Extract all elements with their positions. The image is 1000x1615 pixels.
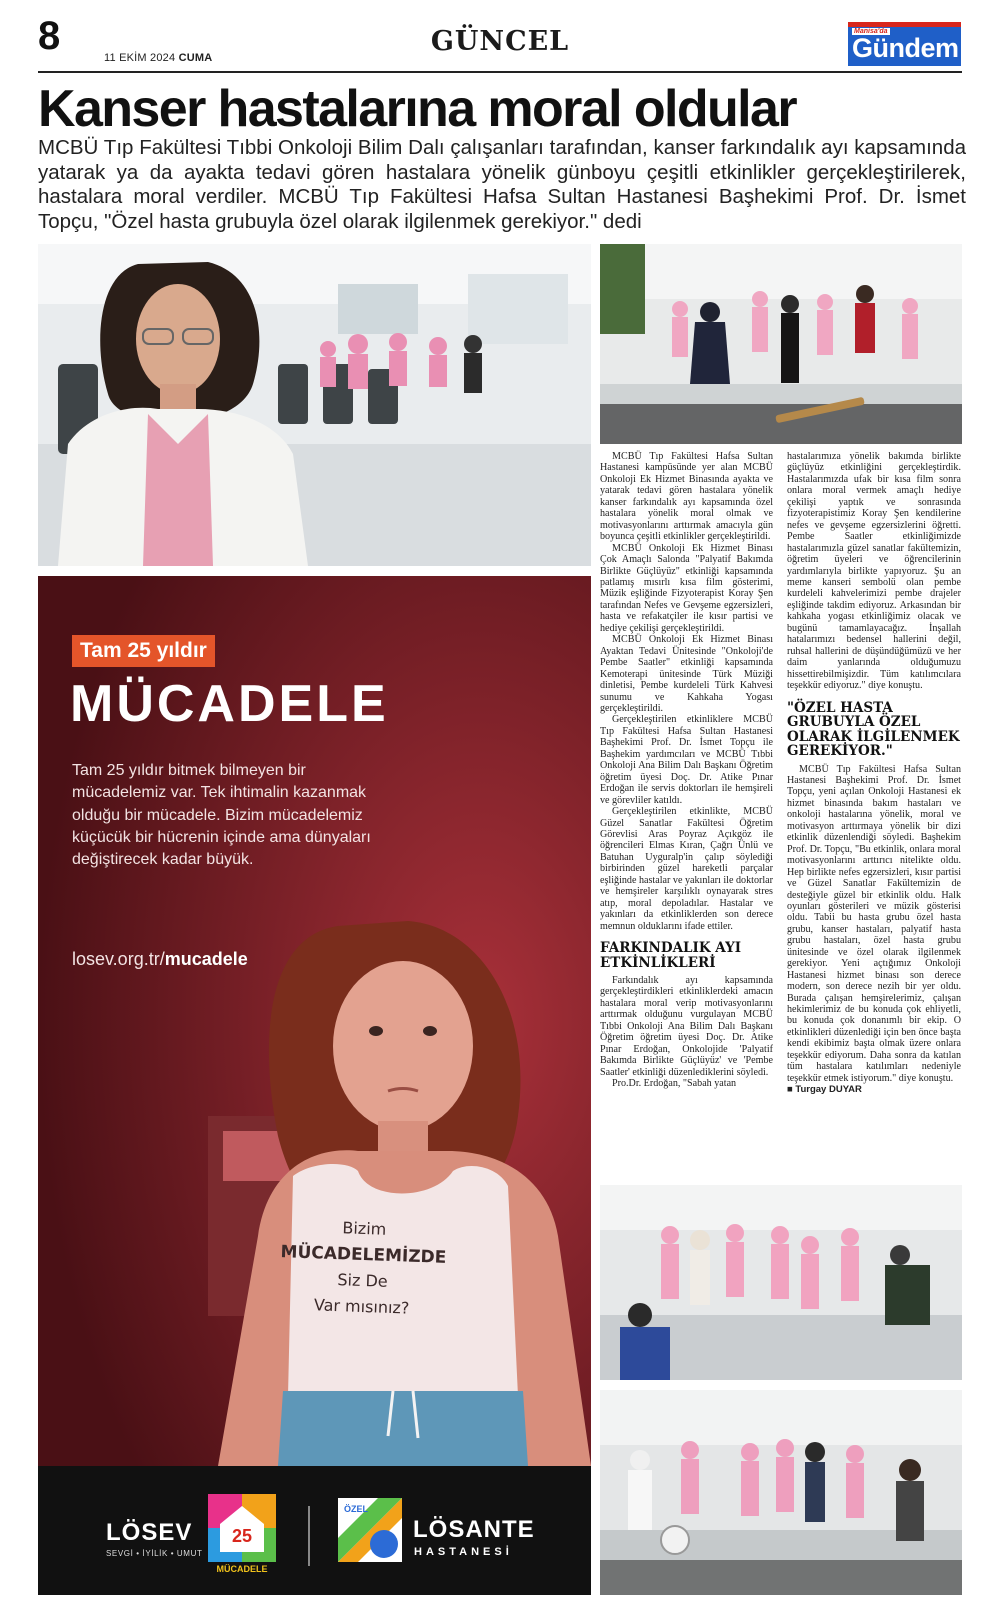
byline: ■ Turgay DUYAR — [787, 1084, 862, 1096]
shirt-line: Bizim — [342, 1218, 387, 1239]
ad-body-text: Tam 25 yıldır bitmek bilmeyen bir mücadelemiz var. Tek ihtimalin kazanmak olduğu bir mücadele. Bizim mücadelemiz küçücük bir hücrenin içinde ama dünyaları değiştirecek kadar büyük. — [72, 762, 371, 869]
headline: Kanser hastalarına moral oldular — [38, 80, 796, 138]
losev-advertisement — [38, 576, 591, 1595]
article-column-2 — [787, 451, 961, 1096]
event-photo-dancing — [600, 244, 962, 444]
logo-big-text: Gündem — [852, 33, 959, 63]
paragraph: Gerçekleştirilen etkinliklere MCBÜ Tıp Fakültesi Hafsa Sultan Hastanesi Başhekimi Prof. Dr. İsmet Topçu ile Başhekim yardımcıları ve MCBÜ Tıbbi Onkoloji Ana Bilim Dalı Başkanı Öğretim öğretim üyesi Doç. Dr. Atike Pınar Erdoğan ile servis doktorları ile hemşireli ve görevliler katıldı. — [600, 714, 773, 806]
event-photo-music — [600, 1390, 962, 1595]
paragraph: Farkındalık ayı kapsamında gerçekleştirdikleri etkinliklerdeki amacın hastalara moral verip motivasyonlarını arttırmak olduğunu vurgulayan MCBÜ Tıbbi Onkoloji Ana Bilim Dalı Başkanı Öğretim öğretim üyesi Doç. Dr. Atike Pınar Erdoğan, Onkolojide 'Palyatif Bakımda Birlikte Güçlüyüz' ve 'Pembe Saatler' etkinliği düzenlediklerini söyledi. — [600, 975, 773, 1078]
paragraph: hastalarımıza yönelik bakımda birlikte güçlüyüz etkinliğini gerçekleştirdik. Hastalarımızda ufak bir kısa film sonra onlara moral vermek amaçlı hediye çekilişi yaptık ve sonrasında fizyoterapistimiz Koray Şen kendilerine nefes ve gevşeme egzersizlerini öğretti. Pembe Saatler etkinliğimizde hastalarımızla güzel sanatlar fakültemizin, öğretim üyeleri ve öğrencilerinin yardımlarıyla birlikte yapıyoruz. Şu an meme kanseri sembolü olan pembe kurdeleli kahvelerimizi pembe drajeler eşliğinde takdim ediyoruz. Arkasından bir kahkaha yogası etkinliğimiz olacak ve bugünü tamamlayacağız. İnşallah hatalarımızı bedensel hallerini değil, ruhsal hallerini de düşündüğümüzü ve her daim yanlarında olduğumuzu hissettirebilmişizdir. Tüm katılımcılara teşekkür ediyoruz." diye konuştu. — [787, 451, 961, 692]
badge-label: MÜCADELE — [216, 1564, 268, 1574]
ad-tag: Tam 25 yıldır — [72, 635, 215, 667]
losante-sub-text: HASTANESİ — [414, 1546, 513, 1558]
logo-separator — [308, 1506, 310, 1566]
date-text: 11 EKİM 2024 — [104, 52, 176, 64]
paragraph: MCBÜ Onkoloji Ek Hizmet Binası Ayaktan Tedavi Ünitesinde "Onkoloji'de Pembe Saatler" etkinliği kapsamında Kemoterapi ünitesinde Türk Müziği dinletisi, Pembe kurdeleli Türk Kahvesi sunumu ve Kahkaha Yogası gerçekleştirildi. — [600, 634, 773, 714]
doctor-photo — [38, 244, 591, 566]
losante-small: ÖZEL — [344, 1504, 368, 1514]
newspaper-logo — [848, 22, 961, 66]
subheading-farkindalik: FARKINDALIK AYI ETKİNLİKLERİ — [600, 940, 742, 971]
ad-footer — [38, 1466, 591, 1595]
paragraph: Pro.Dr. Erdoğan, "Sabah yatan — [612, 1078, 737, 1090]
losev-logo-text: LÖSEV — [106, 1519, 193, 1546]
header-rule — [38, 71, 962, 73]
day-text: CUMA — [178, 52, 213, 64]
ad-url-prefix: losev.org.tr/ — [72, 949, 165, 969]
section-title: GÜNCEL — [430, 26, 570, 57]
losev-tagline: SEVGİ • İYİLİK • UMUT — [106, 1549, 203, 1558]
paragraph: MCBÜ Tıp Fakültesi Hafsa Sultan Hastanesi kampüsünde yer alan MCBÜ Onkoloji Ek Hizmet Binasında ayakta ve yatarak tedavi gören hastalara yönelik kanser farkındalık ayı kapsamında özel hastalara yönelik moral olmak ve motivasyonlarını arttırmak amacıyla gün boyunca çeşitli etkinlikler gerçekleştirildi. — [600, 451, 773, 543]
subheading-quote: "ÖZEL HASTA GRUBUYLA ÖZEL OLARAK İLGİLENMEK GEREKİYOR." — [787, 699, 960, 760]
shirt-line: MÜCADELEMİZDE — [280, 1242, 447, 1268]
paragraph: MCBÜ Onkoloji Ek Hizmet Binası Çok Amaçlı Salonda "Palyatif Bakımda Birlikte Güçlüyüz" etkinliği kapsamında patlamış mısırlı kısa film gösterimi, Müzik eşliğinde Fizyoterapist Koray Şen tarafından Nefes ve Gevşeme egzersizleri, hasta ve refakatçiler ile kısır partisi ve hediye çekilişi gerçekleştirildi. — [600, 542, 773, 634]
anniversary-badge-icon — [208, 1494, 276, 1562]
article-column-1 — [600, 451, 773, 1090]
ad-url — [72, 949, 248, 970]
lead-paragraph: MCBÜ Tıp Fakültesi Tıbbi Onkoloji Bilim Dalı çalışanları tarafından, kanser farkındalık ayı kapsamında yatarak ya da ayakta tedavi gören hastalara yönelik günboyu çeşitli etkinlikler gerçekleştirilerek, hastalara moral verdiler. MCBÜ Tıp Fakültesi Hafsa Sultan Hastanesi Başhekimi Prof. Dr. İsmet Topçu, "Özel hasta grubuyla özel olarak ilgilenmek gerekiyor." dedi — [38, 136, 966, 233]
shirt-line: Var mısınız? — [313, 1295, 410, 1318]
ad-title: MÜCADELE — [70, 675, 389, 733]
losante-logo-icon — [338, 1498, 402, 1562]
shirt-slogan — [276, 1213, 450, 1323]
logo-small-text: Manisa'da — [854, 28, 888, 35]
ad-url-bold: mucadele — [164, 949, 248, 969]
losante-logo-text: LÖSANTE — [413, 1516, 535, 1543]
badge-number: 25 — [231, 1526, 253, 1546]
page-number: 8 — [38, 14, 61, 58]
shirt-line: Siz De — [337, 1270, 389, 1291]
event-photo-folk-dance — [600, 1185, 962, 1380]
paragraph: MCBÜ Tıp Fakültesi Hafsa Sultan Hastanesi Başhekimi Prof. Dr. İsmet Topçu, yeni açılan Onkoloji Hastanesi ek hizmet binasında bakım hastaları ve onkoloji hastalarına yönelik, moral ve motivasyon arttırmaya yönelik bir dizi etkinlik düzenlendiği söyledi. Başhekim Prof. Dr. Topçu, "Bu etkinlik, onlara moral motivasyonlarını arttırıcı nitelikte oldu. Hep birlikte nefes egzersizleri, kısır partisi ve Güzel Sanatlar Fakültemizin de desteğiyle güzel bir etkinlik oldu. Halk oyunları gösterileri ve müzik gösterisi oldu. Tabii bu hasta grubu özel hasta grubu, kanser hastaları, palyatif hasta grubu hastaları, özel hasta grubu ünitesinde ve özel olarak ilgilenmek gerekiyor. Yeni açtığımız Onkoloji Hastanesi hizmet binası son derece modern, son derece nezih bir yer oldu. Burada çalışan hemşirelerimiz, çalışan hekimlerimiz de bu konuda çok ehliyetli, bu konuda çok donanımlı bir ekip. O etkinlikleri düzenlediği için ben önce başta kendi ekibimiz başta olmak üzere onlara teşekkür ediyorum. Daha sonra da katılan tüm hastalara katılımları nedeniyle teşekkür etmek istiyorum." diye konuştu. — [787, 763, 961, 1084]
paragraph: Gerçekleştirilen etkinlikte, MCBÜ Güzel Sanatlar Fakültesi Öğretim Görevlisi Aras Poyraz Açıkgöz ile öğrencileri Elmas Kıran, Çağrı Ünlü ve Batuhan Uyguralp'in çalıp söylediği birbirinden güzel hareketli parçalar eşliğinde hastalar ve yakınları ile doktorlar ve hemşireler karşılıklı oynayarak stres atıp, moral depoladılar. Hastalar ve yakınları da etkinliklerden son derece memnun olduklarını ifade ettiler. — [600, 806, 773, 932]
